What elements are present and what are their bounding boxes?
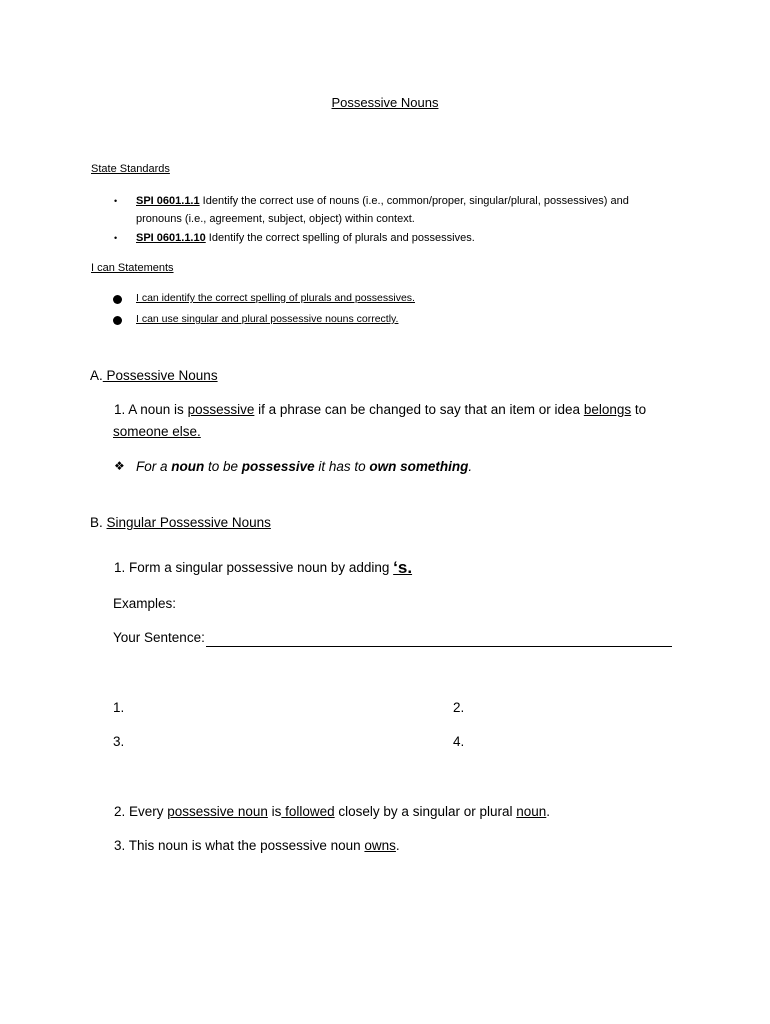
section-b-heading: B. Singular Possessive Nouns bbox=[90, 515, 271, 530]
standard-item: SPI 0601.1.1 Identify the correct use of nouns (i.e., common/proper, singular/plural, possessives) and bbox=[136, 195, 629, 207]
i-can-item: I can use singular and plural possessive nouns correctly. bbox=[136, 313, 399, 325]
example-number: 4. bbox=[453, 734, 465, 749]
answer-line bbox=[206, 646, 672, 647]
bullet-icon bbox=[113, 316, 122, 325]
i-can-label: I can Statements bbox=[91, 262, 174, 274]
example-number: 1. bbox=[113, 700, 125, 715]
section-a-note: For a noun to be possessive it has to own something. bbox=[136, 459, 473, 474]
section-b-rule-3: 3. This noun is what the possessive noun owns. bbox=[114, 838, 400, 853]
example-number: 3. bbox=[113, 734, 125, 749]
section-b-paragraph: 1. Form a singular possessive noun by adding ‘s. bbox=[114, 558, 413, 577]
section-b-rule-2: 2. Every possessive noun is followed closely by a singular or plural noun. bbox=[114, 804, 551, 819]
section-a-heading: A. Possessive Nouns bbox=[90, 368, 218, 383]
page-title: Possessive Nouns bbox=[331, 95, 439, 110]
example-number: 2. bbox=[453, 700, 465, 715]
bullet-icon: • bbox=[114, 196, 118, 206]
section-a-paragraph-cont: someone else. bbox=[113, 424, 201, 439]
bullet-icon: • bbox=[114, 233, 118, 243]
diamond-bullet-icon: ❖ bbox=[114, 459, 125, 473]
standard-item-cont: pronouns (i.e., agreement, subject, object) within context. bbox=[136, 213, 415, 225]
bullet-icon bbox=[113, 295, 122, 304]
i-can-item: I can identify the correct spelling of plurals and possessives. bbox=[136, 292, 415, 304]
state-standards-label: State Standards bbox=[91, 163, 170, 175]
section-a-paragraph: 1. A noun is possessive if a phrase can be changed to say that an item or idea belongs to bbox=[114, 402, 647, 417]
examples-label: Examples: bbox=[113, 596, 177, 611]
your-sentence-label: Your Sentence: bbox=[113, 630, 205, 645]
standard-item: SPI 0601.1.10 Identify the correct spelling of plurals and possessives. bbox=[136, 232, 475, 244]
